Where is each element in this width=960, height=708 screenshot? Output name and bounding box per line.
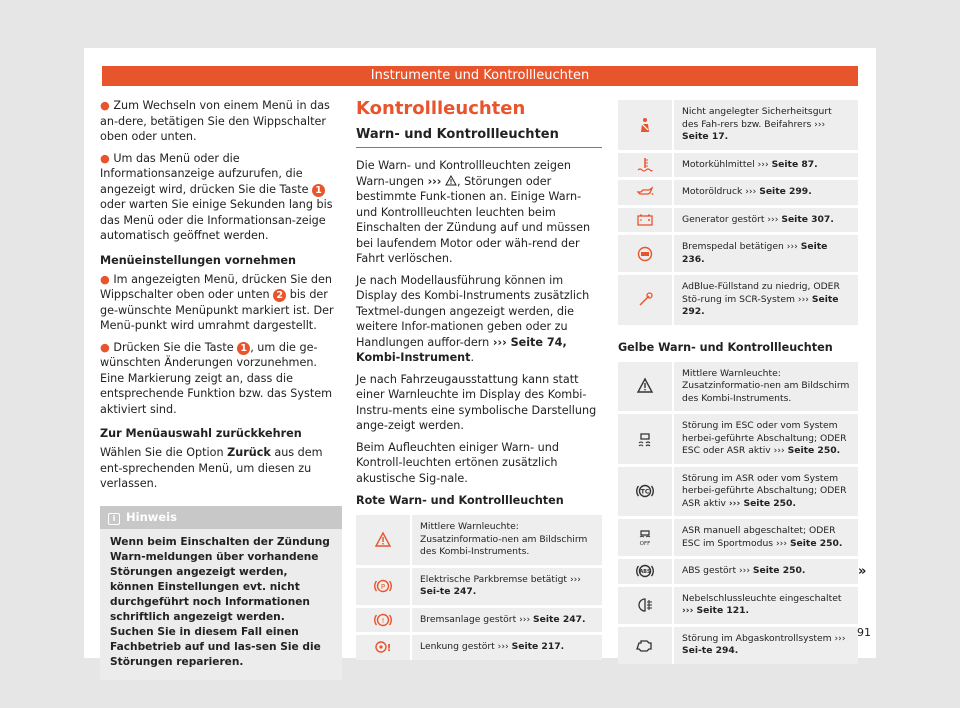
indicator-cell <box>618 153 674 178</box>
yellow-lights-title: Gelbe Warn- und Kontrollleuchten <box>618 340 833 354</box>
indicator-description: Störung im ESC oder vom System herbei-geführte Abschaltung; ODER ESC oder ASR aktiv ››› Seite 250. <box>682 420 847 456</box>
indicator-description: AdBlue-Füllstand zu niedrig, ODER Stö-rung im SCR-System ››› Seite 292. <box>682 281 840 317</box>
paragraph-return: Wählen Sie die Option Zurück aus dem ent-sprechenden Menü, um diesen zu verlassen. <box>100 446 323 490</box>
table-row <box>618 100 858 150</box>
rear-fog-icon <box>636 596 654 614</box>
yellow-lights-table <box>618 362 858 664</box>
table-row <box>618 627 858 664</box>
indicator-description: Mittlere Warnleuchte: Zusatzinformatio-nen am Bildschirm des Kombi-Instruments. <box>682 367 850 404</box>
warning-triangle-icon <box>374 531 392 549</box>
adblue-icon <box>636 291 654 309</box>
subheading-return: Zur Menüauswahl zurückkehren <box>100 427 302 440</box>
bullet-menu-switch: ● Zum Wechseln von einem Menü in das an-dere, betätigen Sie den Wippschalter oben oder unten. <box>100 99 330 143</box>
table-row <box>618 180 858 205</box>
page-reference-link[interactable]: Seite 307. <box>781 213 834 225</box>
red-lights-table <box>356 515 602 660</box>
engine-icon <box>636 636 654 654</box>
bullet-open-menu: ● Um das Menü oder die Informationsanzeige aufzurufen, die angezeigt wird, drücken Sie die Taste 1 oder warten Sie einige Sekunden lang bis das Menü oder die Informationsan-zeige automatisch geöffnet werden. <box>100 151 333 242</box>
table-row <box>618 467 858 517</box>
paragraph-acoustic: Beim Aufleuchten einiger Warn- und Kontroll-leuchten ertönen zusätzlich akustische Sig-nale. <box>356 440 559 485</box>
brake-pedal-icon <box>636 245 654 263</box>
abs-icon <box>636 562 654 580</box>
indicator-cell <box>618 519 674 556</box>
svg-text:P: P <box>380 583 386 591</box>
indicator-description: Lenkung gestört ››› Seite 217. <box>420 641 565 652</box>
esc-off-icon <box>636 529 654 547</box>
indicator-description: ASR manuell abgeschaltet; ODER ESC im Sportmodus ››› Seite 250. <box>682 525 843 549</box>
page-reference-link[interactable]: Seite 87. <box>771 158 818 170</box>
svg-text:TC: TC <box>640 488 650 496</box>
indicator-description: Mittlere Warnleuchte: Zusatzinformatio-nen am Bildschirm des Kombi-Instruments. <box>420 521 588 557</box>
indicator-description: Bremspedal betätigen ››› Seite 236. <box>682 241 828 265</box>
page-reference-link[interactable]: Seite 17. <box>682 131 729 142</box>
svg-text:!: ! <box>386 643 392 655</box>
bullet-select-menu-item: ● Im angezeigten Menü, drücken Sie den Wippschalter oben oder unten 2 bis der ge-wünschte Menüpunkt markiert ist. Der Menü-punkt wird umrahmt dargestellt. <box>100 272 334 332</box>
red-lights-title: Rote Warn- und Kontrollleuchten <box>356 494 564 507</box>
battery-icon <box>636 211 654 229</box>
note-box <box>100 506 342 680</box>
coolant-icon <box>636 156 654 174</box>
table-row <box>356 568 602 605</box>
esc-icon <box>636 430 654 448</box>
indicator-description: Elektrische Parkbremse betätigt ››› Sei-te 247. <box>420 573 581 597</box>
indicator-cell <box>618 208 674 233</box>
indicator-cell <box>356 635 412 660</box>
bullet-press-key: ● Drücken Sie die Taste 1 , um die ge-wünschten Änderungen vorzunehmen. Eine Markierung zeigt an, dass die entsprechende Funktion bzw. das System aktiviert sind. <box>100 340 333 416</box>
page-reference-link[interactable]: Seite 217. <box>511 641 565 652</box>
paragraph-symbolic: Je nach Fahrzeugausstattung kann statt einer Warnleuchte im Display des Kombi-Instru-ments eine symbolische Darstellung ange-zeigt werden. <box>356 372 597 432</box>
section-title: Kontrollleuchten <box>356 98 526 119</box>
svg-text:ABS: ABS <box>639 570 651 576</box>
indicator-cell <box>356 608 412 633</box>
indicator-cell <box>618 467 674 517</box>
page-reference-link[interactable]: ››› Seite 250. <box>728 497 796 509</box>
indicator-description: Motorkühlmittel ››› Seite 87. <box>682 158 818 170</box>
page-header: Instrumente und Kontrollleuchten <box>102 66 858 86</box>
indicator-description: Störung im Abgaskontrollsystem ››› Sei-te 294. <box>682 632 846 656</box>
indicator-cell <box>618 362 674 412</box>
indicator-description: Störung im ASR oder vom System herbei-geführte Abschaltung; ODER ASR aktiv ››› Seite 250. <box>682 472 847 509</box>
page-reference-link[interactable]: Seite 292. <box>682 293 839 317</box>
table-row <box>618 559 858 584</box>
page-number: 91 <box>857 626 871 639</box>
oil-pressure-icon <box>636 183 654 201</box>
indicator-description: Nebelschlussleuchte eingeschaltet ››› Seite 121. <box>682 592 842 616</box>
table-row <box>356 515 602 565</box>
indicator-description: ABS gestört ››› Seite 250. <box>682 565 806 576</box>
table-row <box>618 235 858 272</box>
indicator-cell <box>618 275 674 325</box>
page-reference-link[interactable]: Sei-te 247. <box>420 586 477 597</box>
column-left <box>100 98 342 680</box>
callout-2: 2 <box>273 289 286 302</box>
svg-text:OFF: OFF <box>639 540 651 547</box>
warning-triangle-icon <box>445 175 457 186</box>
callout-1b: 1 <box>237 342 250 355</box>
manual-page <box>84 48 876 668</box>
info-icon: i <box>108 513 120 525</box>
indicator-description: Generator gestört ››› Seite 307. <box>682 213 834 225</box>
table-row <box>618 275 858 325</box>
page-reference-link[interactable]: Seite 247. <box>533 613 586 625</box>
page-reference-link[interactable]: Sei-te 294. <box>682 645 739 656</box>
page-reference-link[interactable]: Seite 236. <box>682 241 828 265</box>
note-text: Wenn beim Einschalten der Zündung Warn-meldungen über vorhandene Störungen angezeigt werden, können Einstellungen evt. nicht durchgeführt noch Informationen schriftlich angezeigt werden. Suchen Sie in diesem Fall einen Fachbetrieb auf und las-sen Sie die Störungen reparieren. <box>110 535 330 668</box>
indicator-description: Nicht angelegter Sicherheitsgurt des Fah-rers bzw. Beifahrers ››› Seite 17. <box>682 106 832 142</box>
table-row <box>618 153 858 178</box>
column-middle <box>356 98 602 663</box>
section-subtitle: Warn- und Kontrollleuchten <box>356 127 602 148</box>
paragraph-display: Je nach Modellausführung können im Display des Kombi-Instruments zusätzlich Textmel-dungen angezeigt werden, die weitere Infor-mationen geben oder zu Handlungen auffor-dern ››› Seite 74, Kombi-Instrument. <box>356 273 590 364</box>
indicator-cell <box>356 515 412 565</box>
note-header: i Hinweis <box>100 506 342 529</box>
page-reference-link[interactable]: ››› Seite 121. <box>682 605 750 616</box>
page-reference-link[interactable]: Seite 299. <box>759 186 812 197</box>
steering-icon <box>374 638 392 656</box>
svg-text:!: ! <box>381 616 385 625</box>
indicator-cell <box>618 414 674 464</box>
seatbelt-icon <box>636 116 654 134</box>
paragraph-intro: Die Warn- und Kontrollleuchten zeigen Warn-ungen ››› , Störungen oder bestimmte Funk-tionen an. Einige Warn- und Kontrollleuchten leuchten beim Einschalten der Zündung auf und müssen bei laufendem Motor oder wäh-rend der Fahrt verlöschen. <box>356 159 591 265</box>
callout-1: 1 <box>312 184 325 197</box>
indicator-cell <box>618 100 674 150</box>
page-reference-link[interactable]: Seite 250. <box>787 445 841 456</box>
page-reference-link[interactable]: Seite 250. <box>752 565 806 576</box>
continue-marker: » <box>858 564 867 579</box>
indicator-description: Motoröldruck ››› Seite 299. <box>682 186 812 197</box>
indicator-cell <box>618 180 674 205</box>
page-reference-link[interactable]: Seite 250. <box>789 537 843 549</box>
table-row <box>356 635 602 660</box>
warning-triangle-icon <box>636 377 654 395</box>
table-row <box>356 608 602 633</box>
brake-system-icon <box>374 611 392 629</box>
table-row <box>618 414 858 464</box>
indicator-description: Bremsanlage gestört ››› Seite 247. <box>420 613 586 625</box>
indicator-cell <box>356 568 412 605</box>
page-reference-link[interactable]: ››› Seite 74, Kombi-Instrument <box>356 335 567 364</box>
column-right <box>618 98 858 667</box>
indicator-cell <box>618 627 674 664</box>
indicator-cell <box>618 235 674 272</box>
table-row <box>618 362 858 412</box>
table-row <box>618 519 858 556</box>
indicator-cell <box>618 587 674 624</box>
subheading-menu-settings: Menüeinstellungen vornehmen <box>100 253 296 267</box>
parking-brake-icon <box>374 577 392 595</box>
indicator-cell <box>618 559 674 584</box>
tc-icon <box>636 482 654 500</box>
table-row <box>618 587 858 624</box>
red-lights-table-continued <box>618 100 858 325</box>
table-row <box>618 208 858 233</box>
